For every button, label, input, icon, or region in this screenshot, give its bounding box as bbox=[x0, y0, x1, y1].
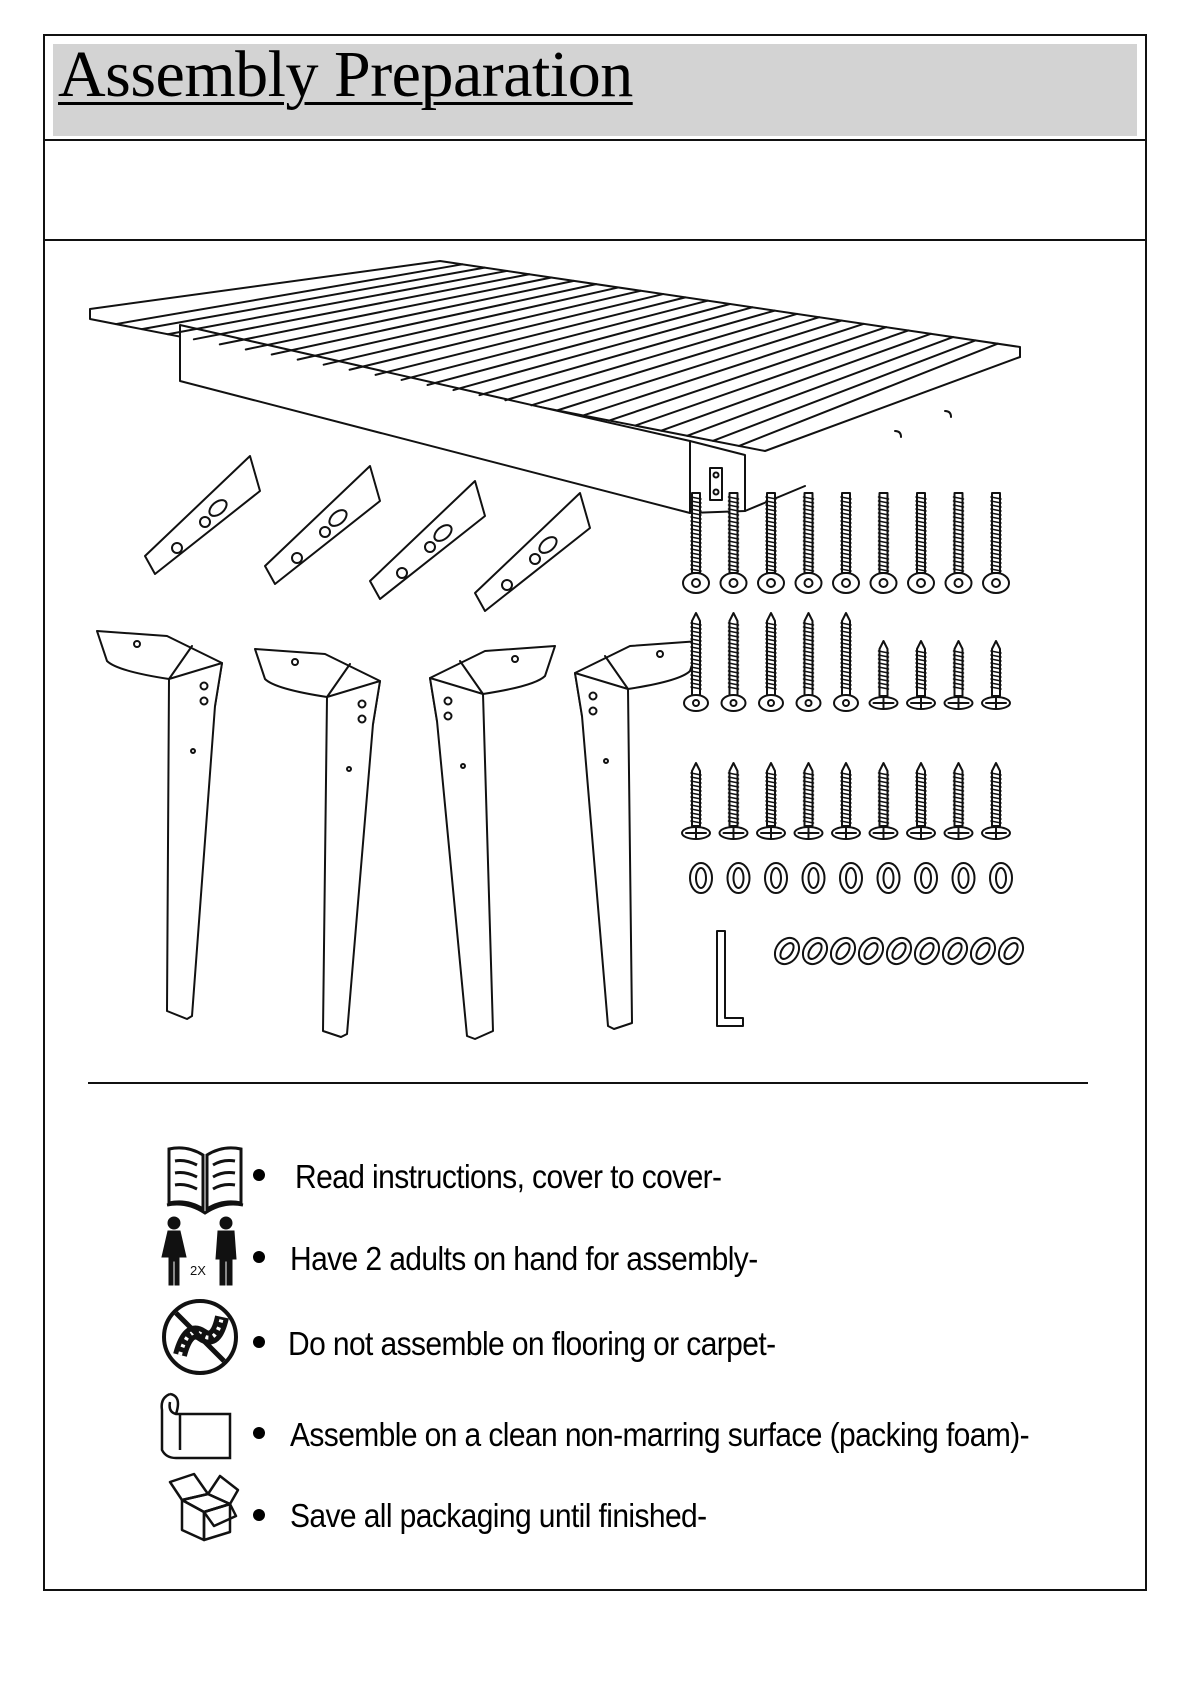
long-screw-icon bbox=[834, 613, 858, 711]
short-screw-icon bbox=[945, 641, 973, 709]
bolt-icon bbox=[871, 493, 897, 593]
tip-text: Assemble on a clean non-marring surface (packing foam)- bbox=[290, 1417, 1030, 1454]
short-screw-icon bbox=[757, 763, 785, 839]
bolt-icon bbox=[758, 493, 784, 593]
tip-text: Do not assemble on flooring or carpet- bbox=[288, 1326, 776, 1363]
lock-washer-icon bbox=[826, 933, 860, 969]
washer-icon bbox=[690, 863, 712, 893]
lock-washer-icon bbox=[938, 933, 972, 969]
bolt-icon bbox=[908, 493, 934, 593]
tip-text: Save all packaging until finished- bbox=[290, 1498, 707, 1535]
lock-washer-icon bbox=[994, 933, 1028, 969]
preparation-tips bbox=[150, 1135, 1050, 1565]
lock-washer-icon bbox=[798, 933, 832, 969]
lock-washer-icon bbox=[910, 933, 944, 969]
corner-bracket-icon bbox=[145, 456, 590, 611]
lock-washer-icon bbox=[770, 933, 804, 969]
foam-sheet-icon bbox=[156, 1390, 236, 1462]
washer-icon bbox=[953, 863, 975, 893]
washer-icon bbox=[840, 863, 862, 893]
svg-text:2X: 2X bbox=[190, 1263, 206, 1278]
short-screw-icon bbox=[682, 763, 710, 839]
bolt-icon bbox=[833, 493, 859, 593]
allen-key-icon bbox=[717, 931, 743, 1026]
short-screw-icon bbox=[720, 763, 748, 839]
bolt-icon bbox=[796, 493, 822, 593]
lock-washer-icon bbox=[966, 933, 1000, 969]
two-adults-icon bbox=[160, 1215, 240, 1287]
short-screw-icon bbox=[870, 763, 898, 839]
short-screw-icon bbox=[870, 641, 898, 709]
bolt-icon bbox=[983, 493, 1009, 593]
no-carpet-icon bbox=[158, 1295, 242, 1379]
washer-icon bbox=[803, 863, 825, 893]
book-icon bbox=[165, 1145, 245, 1217]
washer-icon bbox=[990, 863, 1012, 893]
washer-icon bbox=[915, 863, 937, 893]
bullet bbox=[253, 1169, 265, 1181]
short-screw-icon bbox=[982, 641, 1010, 709]
long-screw-icon bbox=[797, 613, 821, 711]
divider-top bbox=[43, 139, 1147, 141]
bullet bbox=[253, 1427, 265, 1439]
parts-illustration bbox=[45, 241, 1145, 1081]
box-icon bbox=[164, 1470, 244, 1542]
short-screw-icon bbox=[832, 763, 860, 839]
hardware-group bbox=[682, 493, 1028, 969]
bolt-icon bbox=[946, 493, 972, 593]
divider-bottom bbox=[88, 1082, 1088, 1084]
bullet bbox=[253, 1336, 265, 1348]
lock-washer-icon bbox=[854, 933, 888, 969]
short-screw-icon bbox=[795, 763, 823, 839]
short-screw-icon bbox=[945, 763, 973, 839]
washer-icon bbox=[878, 863, 900, 893]
page-title: Assembly Preparation bbox=[58, 38, 633, 111]
short-screw-icon bbox=[907, 763, 935, 839]
bullet bbox=[253, 1251, 265, 1263]
lock-washer-icon bbox=[882, 933, 916, 969]
leg-icon bbox=[97, 631, 700, 1039]
long-screw-icon bbox=[722, 613, 746, 711]
short-screw-icon bbox=[907, 641, 935, 709]
washer-icon bbox=[728, 863, 750, 893]
bullet bbox=[253, 1509, 265, 1521]
tip-text: Have 2 adults on hand for assembly- bbox=[290, 1241, 758, 1278]
tip-text: Read instructions, cover to cover- bbox=[295, 1159, 722, 1196]
short-screw-icon bbox=[982, 763, 1010, 839]
washer-icon bbox=[765, 863, 787, 893]
long-screw-icon bbox=[759, 613, 783, 711]
